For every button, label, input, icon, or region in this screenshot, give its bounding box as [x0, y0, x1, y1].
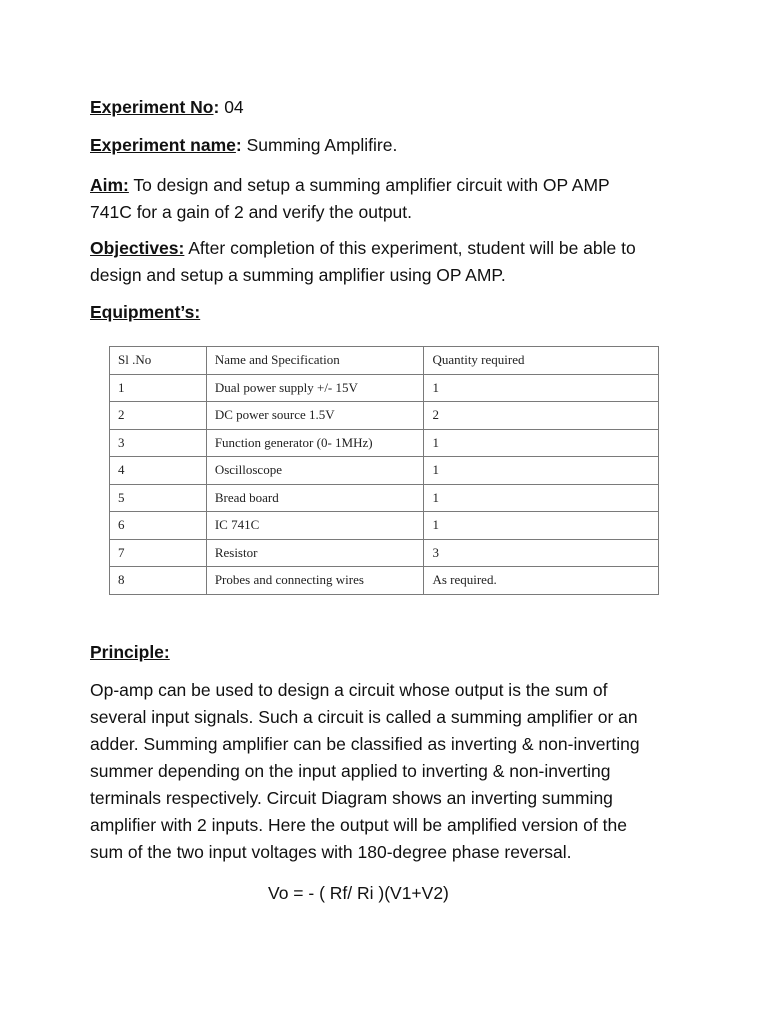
cell-name: IC 741C	[206, 512, 424, 540]
experiment-no-value: 04	[219, 97, 244, 117]
table-row	[110, 567, 659, 595]
header-sl-no: Sl .No	[110, 347, 207, 375]
table-row	[110, 539, 659, 567]
cell-sl-no: 6	[110, 512, 207, 540]
cell-quantity: 1	[424, 457, 659, 485]
experiment-name-value: Summing Amplifire.	[241, 135, 398, 155]
table-row	[110, 457, 659, 485]
principle-line-2: several input signals. Such a circuit is called a summing amplifier or an	[90, 707, 638, 727]
cell-quantity: 1	[424, 429, 659, 457]
cell-sl-no: 1	[110, 374, 207, 402]
principle-line-3: adder. Summing amplifier can be classified as inverting & non-inverting	[90, 734, 640, 754]
aim-label: Aim:	[90, 175, 129, 195]
principle-line-1: Op-amp can be used to design a circuit whose output is the sum of	[90, 680, 608, 700]
cell-sl-no: 8	[110, 567, 207, 595]
cell-quantity: 1	[424, 374, 659, 402]
cell-name: Bread board	[206, 484, 424, 512]
cell-sl-no: 2	[110, 402, 207, 430]
cell-name: Probes and connecting wires	[206, 567, 424, 595]
experiment-name-label: Experiment name	[90, 135, 236, 155]
principle-line-6: amplifier with 2 inputs. Here the output will be amplified version of the	[90, 815, 627, 835]
principle-line-5: terminals respectively. Circuit Diagram shows an inverting summing	[90, 788, 613, 808]
cell-quantity: As required.	[424, 567, 659, 595]
equipment-table	[109, 346, 659, 595]
cell-name: DC power source 1.5V	[206, 402, 424, 430]
cell-quantity: 1	[424, 484, 659, 512]
equipments-heading	[90, 301, 690, 323]
table-row	[110, 374, 659, 402]
cell-name: Resistor	[206, 539, 424, 567]
cell-name: Function generator (0- 1MHz)	[206, 429, 424, 457]
cell-sl-no: 4	[110, 457, 207, 485]
aim-line-1: To design and setup a summing amplifier circuit with OP AMP	[128, 175, 610, 195]
header-quantity: Quantity required	[424, 347, 659, 375]
cell-quantity: 2	[424, 402, 659, 430]
table-row	[110, 484, 659, 512]
principle-paragraph	[90, 677, 690, 866]
principle-label: Principle:	[90, 642, 170, 662]
table-row	[110, 402, 659, 430]
cell-sl-no: 7	[110, 539, 207, 567]
objectives-label: Objectives:	[90, 238, 185, 258]
principle-heading	[90, 641, 690, 663]
equipments-label: Equipment’s:	[90, 302, 201, 322]
table-header-row	[110, 347, 659, 375]
cell-quantity: 3	[424, 539, 659, 567]
cell-name: Oscilloscope	[206, 457, 424, 485]
aim-line-2: 741C for a gain of 2 and verify the output.	[90, 202, 413, 222]
experiment-no-label: Experiment No	[90, 97, 214, 117]
output-formula: Vo = - ( Rf/ Ri )(V1+V2)	[268, 883, 449, 903]
cell-sl-no: 5	[110, 484, 207, 512]
table-row	[110, 429, 659, 457]
objectives-line-2: design and setup a summing amplifier using OP AMP.	[90, 265, 506, 285]
cell-sl-no: 3	[110, 429, 207, 457]
table-row	[110, 512, 659, 540]
objectives-paragraph	[90, 235, 690, 289]
cell-quantity: 1	[424, 512, 659, 540]
experiment-no-line	[90, 96, 690, 118]
experiment-name-colon: :	[235, 135, 242, 155]
principle-line-7: sum of the two input voltages with 180-degree phase reversal.	[90, 842, 572, 862]
cell-name: Dual power supply +/- 15V	[206, 374, 424, 402]
experiment-name-line	[90, 134, 690, 156]
principle-line-4: summer depending on the input applied to inverting & non-inverting	[90, 761, 611, 781]
experiment-no-colon: :	[213, 97, 220, 117]
aim-paragraph	[90, 172, 690, 226]
header-name-spec: Name and Specification	[206, 347, 424, 375]
objectives-line-1: After completion of this experiment, student will be able to	[184, 238, 636, 258]
